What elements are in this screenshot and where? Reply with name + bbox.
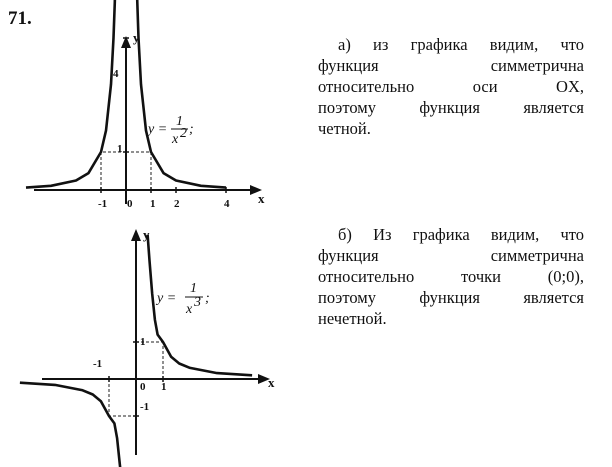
word: что xyxy=(560,35,584,54)
equation-label xyxy=(155,281,210,317)
word: что xyxy=(560,225,584,244)
word: графика xyxy=(412,225,470,244)
x-tick-label-0: 0 xyxy=(140,381,146,393)
graph-inverse-cube xyxy=(20,227,275,467)
problem-number: 71. xyxy=(8,8,32,29)
y-axis-arrow xyxy=(131,229,141,241)
answer-a-line xyxy=(318,55,584,76)
x-tick-label-1: 1 xyxy=(150,198,156,210)
answer-a xyxy=(318,34,584,139)
x-tick-label-1: 1 xyxy=(161,381,167,393)
word: видим, xyxy=(490,225,540,244)
word: (0;0), xyxy=(547,267,584,286)
x-axis-label: x xyxy=(268,375,275,390)
y-tick-label-1: 1 xyxy=(140,336,146,348)
word: функция xyxy=(318,246,379,265)
equation-denominator: x xyxy=(172,132,179,147)
y-tick-label-1: 1 xyxy=(117,143,123,155)
answer-b xyxy=(318,224,584,329)
word: оси xyxy=(472,77,498,96)
x-tick-label-neg1: -1 xyxy=(98,198,108,210)
equation-label xyxy=(146,114,194,147)
curve-branch-2 xyxy=(20,383,123,467)
word: видим, xyxy=(489,35,539,54)
equation-exponent: 2 xyxy=(180,126,187,141)
word: точки xyxy=(461,267,502,286)
equation-lhs: y = xyxy=(157,291,177,306)
word: б) xyxy=(338,225,352,244)
y-axis-label: y xyxy=(143,227,150,242)
word: поэтому xyxy=(318,98,376,117)
y-tick-label-neg1: -1 xyxy=(140,401,150,413)
word: является xyxy=(523,288,584,307)
equation-exponent: 3 xyxy=(194,295,201,310)
y-tick-label-4: 4 xyxy=(113,68,119,80)
word: графика xyxy=(410,35,468,54)
equation-lhs: y = xyxy=(148,122,168,137)
equation-denominator: x xyxy=(186,302,193,317)
curve-branch-2 xyxy=(136,0,226,188)
equation-numerator: 1 xyxy=(190,281,197,296)
x-axis-label: x xyxy=(258,191,265,206)
equation-suffix: ; xyxy=(189,122,194,137)
word: функция xyxy=(419,288,480,307)
x-tick-label-neg1: -1 xyxy=(93,358,103,370)
word: а) xyxy=(338,35,351,54)
word: OX, xyxy=(556,77,584,96)
word: является xyxy=(523,98,584,117)
equation-numerator: 1 xyxy=(176,114,183,129)
x-tick-label-4: 4 xyxy=(224,198,230,210)
word: симметрична xyxy=(490,56,584,75)
answer-a-line xyxy=(318,118,584,139)
x-tick-label-0: 0 xyxy=(127,198,133,210)
word: симметрична xyxy=(490,246,584,265)
tick-marks xyxy=(101,38,226,193)
word: нечетной. xyxy=(318,309,387,328)
answer-b-line xyxy=(318,287,584,308)
word: функция xyxy=(318,56,379,75)
word: из xyxy=(373,35,389,54)
word: относительно xyxy=(318,77,415,96)
answer-b-line xyxy=(318,224,584,245)
equation-suffix: ; xyxy=(205,291,210,306)
word: поэтому xyxy=(318,288,376,307)
answer-a-line xyxy=(318,34,584,55)
word: относительно xyxy=(318,267,415,286)
answer-a-line xyxy=(318,76,584,97)
x-tick-label-2: 2 xyxy=(174,198,180,210)
word: функция xyxy=(419,98,480,117)
answer-b-line xyxy=(318,266,584,287)
answer-b-line xyxy=(318,245,584,266)
word: четной. xyxy=(318,119,371,138)
word: Из xyxy=(373,225,392,244)
answer-b-line xyxy=(318,308,584,329)
graph-inverse-square xyxy=(26,0,265,210)
y-axis-label: y xyxy=(133,30,140,45)
curve-branch-1 xyxy=(26,0,116,188)
answer-a-line xyxy=(318,97,584,118)
